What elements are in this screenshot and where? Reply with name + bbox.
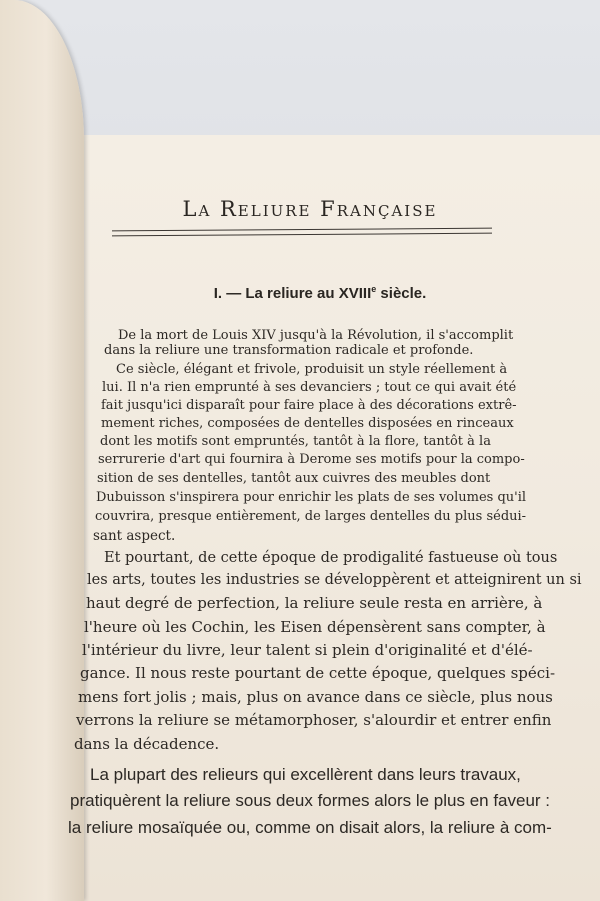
- text-line: la reliure mosaïquée ou, comme on disait alors, la reliure à com-: [68, 818, 552, 837]
- text-line: gance. Il nous reste pourtant de cette époque, quelques spéci-: [80, 664, 556, 682]
- text-line: fait jusqu'ici disparaît pour faire place à des décorations extrê-: [101, 398, 517, 413]
- text-line: pratiquèrent la reliure sous deux formes alors le plus en faveur :: [70, 791, 551, 810]
- running-head: La Reliure Française: [182, 197, 438, 221]
- text-line: sant aspect.: [93, 528, 176, 544]
- text-line: lui. Il n'a rien emprunté à ses devanciers ; tout ce qui avait été: [102, 380, 517, 395]
- text-line: dans la décadence.: [74, 735, 220, 753]
- section-title-label: I. — La reliure au XVIII: [213, 285, 372, 302]
- text-line: sition de ses dentelles, tantôt aux cuivres des meubles dont: [97, 471, 491, 486]
- text-line: l'intérieur du livre, leur talent si plein d'originalité et d'élé-: [82, 641, 533, 659]
- text-line: Dubuisson s'inspirera pour enrichir les plats de ses volumes qu'il: [96, 490, 527, 505]
- text-line: La plupart des relieurs qui excellèrent dans leurs travaux,: [90, 765, 521, 784]
- section-title-rest: siècle.: [376, 285, 427, 302]
- text-line: De la mort de Louis XIV jusqu'à la Révolution, il s'accomplit: [118, 328, 514, 343]
- text-line: dont les motifs sont empruntés, tantôt à la flore, tantôt à la: [100, 434, 491, 449]
- text-line: Et pourtant, de cette époque de prodigalité fastueuse où tous: [104, 550, 558, 566]
- text-line: mement riches, composées de dentelles disposées en rinceaux: [101, 416, 514, 431]
- text-line: Ce siècle, élégant et frivole, produisit un style réellement à: [116, 362, 508, 377]
- text-line: haut degré de perfection, la reliure seule resta en arrière, à: [86, 594, 543, 612]
- left-page-edge: [0, 0, 84, 901]
- text-line: l'heure où les Cochin, les Eisen dépensèrent sans compter, à: [84, 618, 546, 636]
- text-line: mens fort jolis ; mais, plus on avance dans ce siècle, plus nous: [78, 688, 553, 706]
- text-line: les arts, toutes les industries se développèrent et atteignirent un si: [87, 572, 582, 588]
- section-title-sup: e: [371, 284, 377, 294]
- text-line: dans la reliure une transformation radicale et profonde.: [104, 343, 474, 358]
- text-line: verrons la reliure se métamorphoser, s'alourdir et entrer enfin: [76, 711, 552, 729]
- section-title: [120, 284, 520, 302]
- text-line: serrurerie d'art qui fournira à Derome ses motifs pour la compo-: [98, 452, 525, 467]
- text-line: couvrira, presque entièrement, de larges dentelles du plus sédui-: [95, 509, 527, 524]
